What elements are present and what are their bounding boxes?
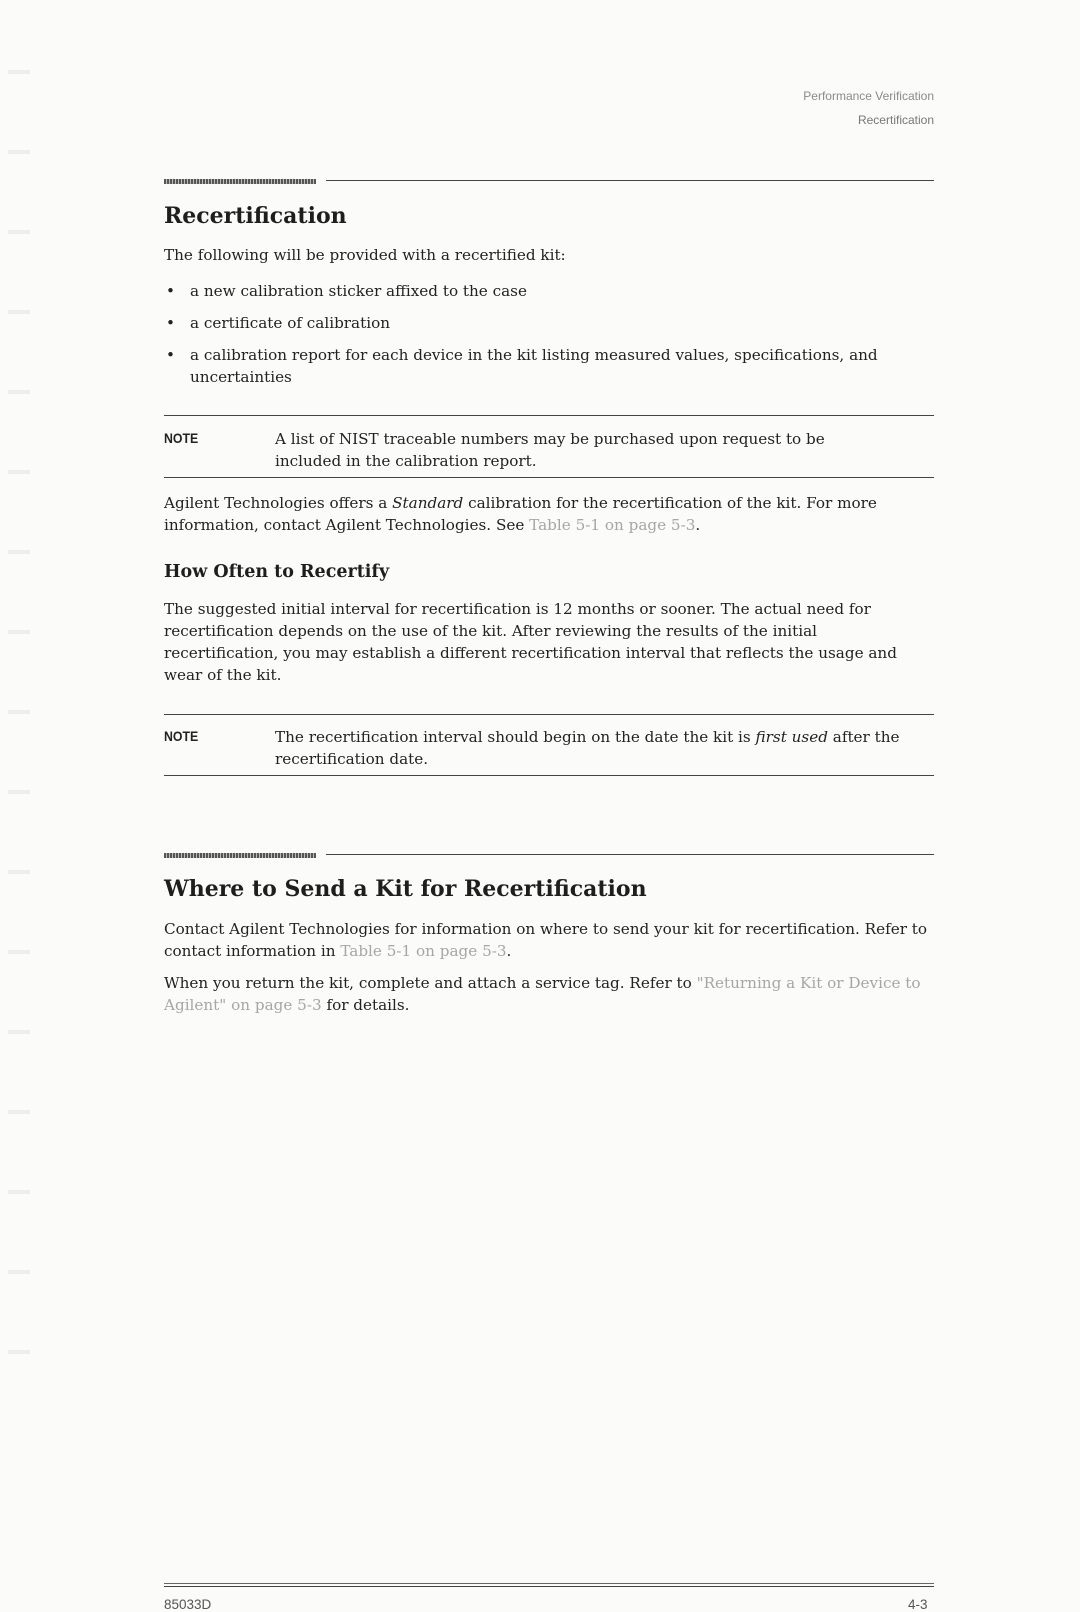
list-item: • a certificate of calibration [164,312,909,334]
note-top-rule [164,415,934,416]
where-to-send-paragraph-1: Contact Agilent Technologies for information on where to send your kit for recertification. Refer to contact information in Table 5-1 on page 5-3. [164,920,928,960]
note-label: NOTE [164,728,199,744]
footer-model-number: 85033D [164,1597,212,1612]
footer-rule [164,1583,934,1584]
returning-kit-link[interactable]: "Returning a Kit or Device to Agilent" on page 5-3 [164,974,921,1014]
how-often-paragraph: The suggested initial interval for recertification is 12 months or sooner. The actual need for recertification depends on the use of the kit. After reviewing the results of the initial recertification, you may establish a different recertification interval that reflects the usage and wear of the kit. [164,600,897,684]
footer-rule [164,1586,934,1587]
section-title-recertification: Recertification [164,203,347,229]
running-header-section: Performance Verification [803,89,934,103]
section-title-where-to-send: Where to Send a Kit for Recertification [164,876,647,902]
note-label: NOTE [164,430,199,446]
intro-paragraph: The following will be provided with a recertified kit: [164,246,566,264]
standard-calibration-paragraph: Agilent Technologies offers a Standard calibration for the recertification of the kit. For more information, contact Agilent Technologies. See Table 5-1 on page 5-3. [164,494,877,534]
note-text: A list of NIST traceable numbers may be purchased upon request to be included in the calibration report. [275,430,825,470]
provided-items-list [164,280,909,398]
section-hatch-bar [164,853,316,858]
note-top-rule [164,714,934,715]
section-rule [326,854,934,855]
list-item: • a new calibration sticker affixed to the case [164,280,909,302]
where-to-send-paragraph-2: When you return the kit, complete and attach a service tag. Refer to "Returning a Kit or Device to Agilent" on page 5-3 for details. [164,974,921,1014]
list-item: • a calibration report for each device in the kit listing measured values, specifications, and uncertainties [164,344,909,388]
section-rule [326,180,934,181]
note-bottom-rule [164,775,934,776]
section-hatch-bar [164,179,316,184]
note-text: The recertification interval should begin on the date the kit is first used after the recertification date. [275,728,900,768]
footer-page-number: 4-3 [908,1597,928,1612]
subsection-title-how-often: How Often to Recertify [164,562,390,582]
emphasis-first-used: first used [755,728,828,746]
table-link[interactable]: Table 5-1 on page 5-3 [340,942,507,960]
table-link[interactable]: Table 5-1 on page 5-3 [529,516,696,534]
emphasis-standard: Standard [392,494,464,512]
running-header-subsection: Recertification [857,113,934,127]
scan-margin-marks [8,30,30,1370]
note-bottom-rule [164,477,934,478]
